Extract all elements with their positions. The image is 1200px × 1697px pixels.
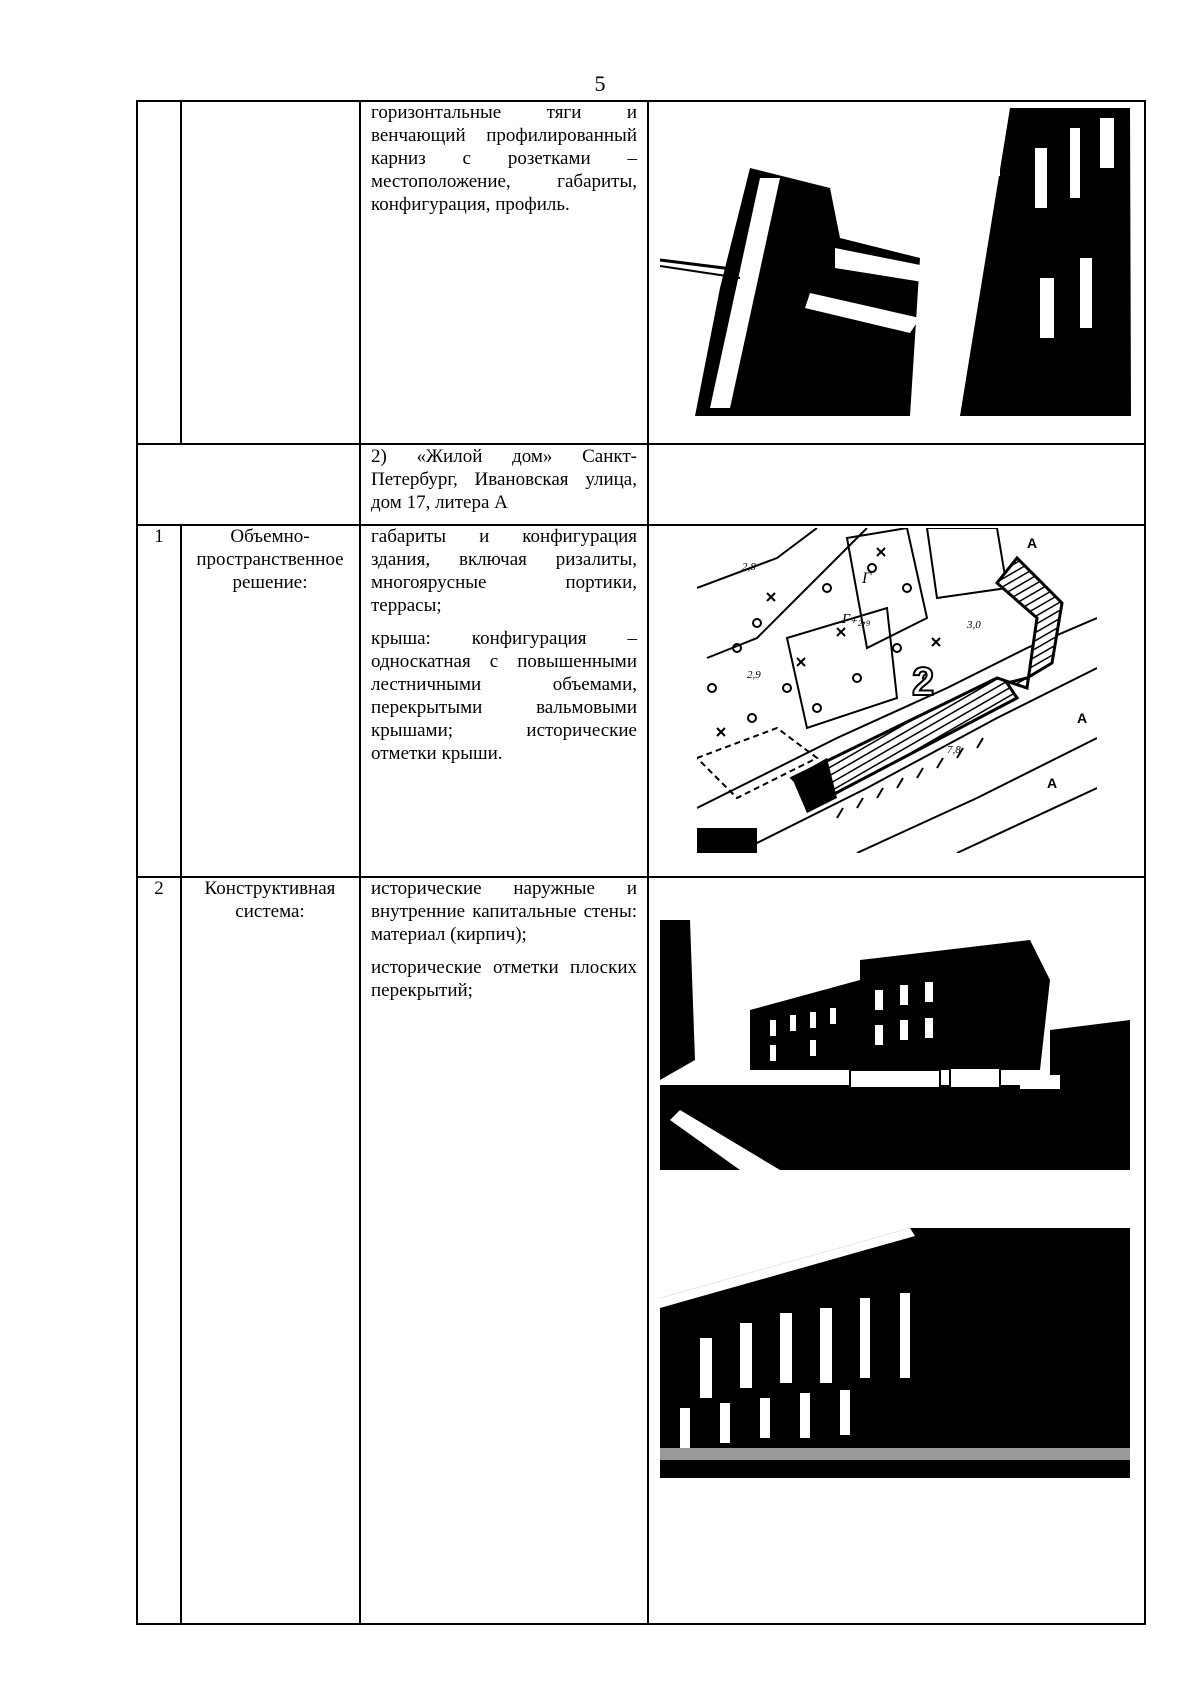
row-2-number: 2	[154, 878, 164, 899]
row-2-paragraph-1: исторические наружные и внутренние капитальные стены: материал (кирпич);	[371, 878, 637, 945]
map-mark-g1: Г	[862, 570, 872, 587]
map-mark-a3: А	[1047, 775, 1058, 791]
row-1-description	[371, 525, 637, 765]
row-1-name: Объемно-пространственное решение:	[196, 526, 344, 593]
continuation-text: горизонтальные тяги и венчающий профилированный карниз с розетками – местоположение, габариты, конфигурация, профиль.	[371, 102, 637, 215]
map-mark-h3: 2,8	[742, 561, 756, 573]
building-photo-street	[660, 920, 1130, 1170]
map-mark-h1: 3,0	[967, 619, 981, 631]
page-number: 5	[594, 71, 606, 96]
row-1-paragraph-1: габариты и конфигурация здания, включая ризалиты, многоярусные портики, террасы;	[371, 526, 637, 616]
row-2-description	[371, 877, 637, 1002]
map-mark-g2: Г₊₂,₉	[842, 612, 871, 627]
object-heading: 2) «Жилой дом» Санкт-Петербург, Ивановская улица, дом 17, литера А	[371, 446, 637, 513]
row-1-number: 1	[154, 526, 164, 547]
map-number-label: 2	[912, 660, 935, 704]
map-mark-h4: 7,8	[947, 744, 961, 756]
map-mark-h2: 2,9	[747, 669, 761, 681]
map-mark-a2: А	[1077, 710, 1088, 726]
building-photo-corner	[660, 1198, 1130, 1478]
site-plan-map	[697, 528, 1097, 853]
cornice-photo	[660, 108, 1131, 416]
map-mark-a1: А	[1027, 535, 1038, 551]
row-2-name: Конструктивная система:	[204, 878, 336, 922]
row-2-paragraph-2: исторические отметки плоских перекрытий;	[371, 957, 637, 1001]
row-1-paragraph-2: крыша: конфигурация – односкатная с повышенными лестничными объемами, перекрытыми вальмовыми крышами; исторические отметки крыши.	[371, 628, 637, 764]
